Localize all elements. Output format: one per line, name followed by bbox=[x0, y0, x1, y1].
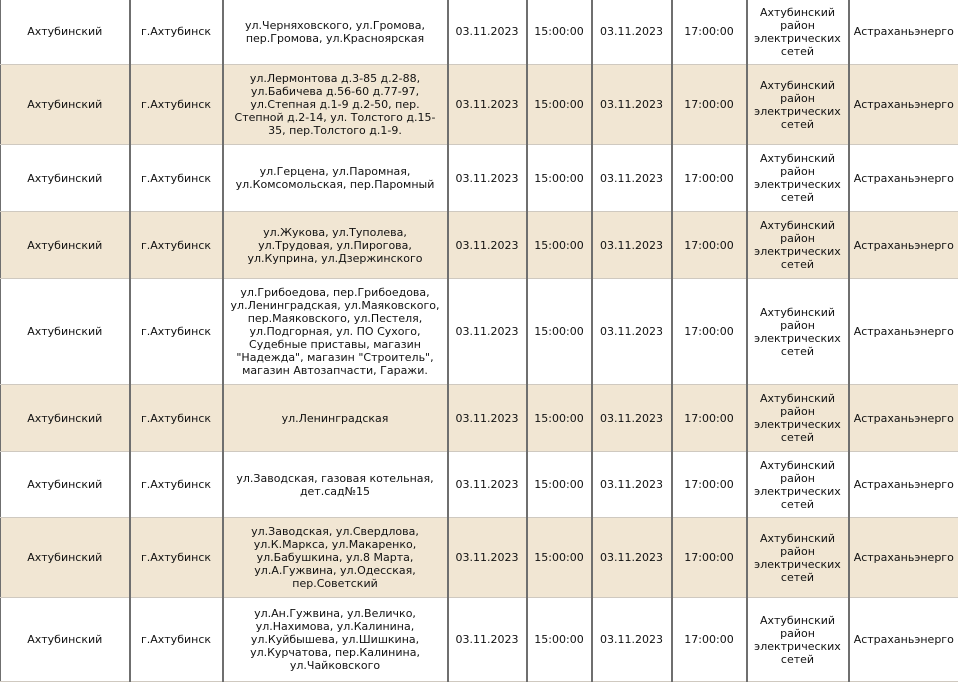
district-cell: Ахтубинский bbox=[1, 145, 130, 212]
start-time-cell: 15:00:00 bbox=[527, 598, 592, 682]
addresses-cell: ул.Черняховского, ул.Громова, пер.Громова, ул.Красноярская bbox=[223, 0, 448, 65]
district-cell: Ахтубинский bbox=[1, 385, 130, 452]
table-row bbox=[1, 279, 958, 385]
district-cell: Ахтубинский bbox=[1, 598, 130, 682]
end-time-cell: 17:00:00 bbox=[672, 385, 747, 452]
addresses-cell: ул.Ленинградская bbox=[223, 385, 448, 452]
settlement-cell: г.Ахтубинск bbox=[130, 598, 223, 682]
end-time-cell: 17:00:00 bbox=[672, 452, 747, 518]
settlement-cell: г.Ахтубинск bbox=[130, 0, 223, 65]
settlement-cell: г.Ахтубинск bbox=[130, 279, 223, 385]
addresses-cell: ул.Заводская, ул.Свердлова, ул.К.Маркса, ул.Макаренко, ул.Бабушкина, ул.8 Марта, ул.А.Гужвина, ул.Одесская, пер.Советский bbox=[223, 518, 448, 598]
unit-cell: Ахтубинский район электрических сетей bbox=[747, 145, 849, 212]
district-cell: Ахтубинский bbox=[1, 518, 130, 598]
district-cell: Ахтубинский bbox=[1, 279, 130, 385]
end-date-cell: 03.11.2023 bbox=[592, 598, 672, 682]
start-date-cell: 03.11.2023 bbox=[448, 598, 527, 682]
end-date-cell: 03.11.2023 bbox=[592, 0, 672, 65]
settlement-cell: г.Ахтубинск bbox=[130, 518, 223, 598]
table-row bbox=[1, 212, 958, 279]
settlement-cell: г.Ахтубинск bbox=[130, 145, 223, 212]
end-time-cell: 17:00:00 bbox=[672, 598, 747, 682]
end-date-cell: 03.11.2023 bbox=[592, 452, 672, 518]
start-date-cell: 03.11.2023 bbox=[448, 145, 527, 212]
start-date-cell: 03.11.2023 bbox=[448, 279, 527, 385]
end-date-cell: 03.11.2023 bbox=[592, 385, 672, 452]
company-cell: Астраханьэнерго bbox=[849, 385, 958, 452]
table-row bbox=[1, 518, 958, 598]
district-cell: Ахтубинский bbox=[1, 65, 130, 145]
end-date-cell: 03.11.2023 bbox=[592, 65, 672, 145]
unit-cell: Ахтубинский район электрических сетей bbox=[747, 518, 849, 598]
start-time-cell: 15:00:00 bbox=[527, 0, 592, 65]
end-time-cell: 17:00:00 bbox=[672, 0, 747, 65]
addresses-cell: ул.Лермонтова д.3-85 д.2-88, ул.Бабичева д.56-60 д.77-97, ул.Степная д.1-9 д.2-50, пер. Степной д.2-14, ул. Толстого д.15-35, пер.Толстого д.1-9. bbox=[223, 65, 448, 145]
start-date-cell: 03.11.2023 bbox=[448, 518, 527, 598]
table-row bbox=[1, 385, 958, 452]
end-time-cell: 17:00:00 bbox=[672, 145, 747, 212]
settlement-cell: г.Ахтубинск bbox=[130, 65, 223, 145]
table-row bbox=[1, 452, 958, 518]
end-date-cell: 03.11.2023 bbox=[592, 212, 672, 279]
district-cell: Ахтубинский bbox=[1, 212, 130, 279]
end-date-cell: 03.11.2023 bbox=[592, 518, 672, 598]
start-time-cell: 15:00:00 bbox=[527, 145, 592, 212]
company-cell: Астраханьэнерго bbox=[849, 518, 958, 598]
district-cell: Ахтубинский bbox=[1, 452, 130, 518]
settlement-cell: г.Ахтубинск bbox=[130, 385, 223, 452]
district-cell: Ахтубинский bbox=[1, 0, 130, 65]
company-cell: Астраханьэнерго bbox=[849, 145, 958, 212]
unit-cell: Ахтубинский район электрических сетей bbox=[747, 385, 849, 452]
end-time-cell: 17:00:00 bbox=[672, 279, 747, 385]
start-time-cell: 15:00:00 bbox=[527, 452, 592, 518]
table-row bbox=[1, 0, 958, 65]
start-time-cell: 15:00:00 bbox=[527, 279, 592, 385]
end-date-cell: 03.11.2023 bbox=[592, 279, 672, 385]
start-time-cell: 15:00:00 bbox=[527, 385, 592, 452]
addresses-cell: ул.Герцена, ул.Паромная, ул.Комсомольская, пер.Паромный bbox=[223, 145, 448, 212]
end-time-cell: 17:00:00 bbox=[672, 518, 747, 598]
unit-cell: Ахтубинский район электрических сетей bbox=[747, 452, 849, 518]
addresses-cell: ул.Заводская, газовая котельная, дет.сад№15 bbox=[223, 452, 448, 518]
company-cell: Астраханьэнерго bbox=[849, 279, 958, 385]
company-cell: Астраханьэнерго bbox=[849, 212, 958, 279]
end-time-cell: 17:00:00 bbox=[672, 212, 747, 279]
unit-cell: Ахтубинский район электрических сетей bbox=[747, 0, 849, 65]
unit-cell: Ахтубинский район электрических сетей bbox=[747, 65, 849, 145]
addresses-cell: ул.Жукова, ул.Туполева, ул.Трудовая, ул.Пирогова, ул.Куприна, ул.Дзержинского bbox=[223, 212, 448, 279]
settlement-cell: г.Ахтубинск bbox=[130, 452, 223, 518]
company-cell: Астраханьэнерго bbox=[849, 452, 958, 518]
company-cell: Астраханьэнерго bbox=[849, 65, 958, 145]
addresses-cell: ул.Ан.Гужвина, ул.Величко, ул.Нахимова, ул.Калинина, ул.Куйбышева, ул.Шишкина, ул.Курчатова, пер.Калинина, ул.Чайковского bbox=[223, 598, 448, 682]
end-date-cell: 03.11.2023 bbox=[592, 145, 672, 212]
unit-cell: Ахтубинский район электрических сетей bbox=[747, 279, 849, 385]
start-date-cell: 03.11.2023 bbox=[448, 385, 527, 452]
end-time-cell: 17:00:00 bbox=[672, 65, 747, 145]
start-date-cell: 03.11.2023 bbox=[448, 65, 527, 145]
settlement-cell: г.Ахтубинск bbox=[130, 212, 223, 279]
company-cell: Астраханьэнерго bbox=[849, 598, 958, 682]
start-time-cell: 15:00:00 bbox=[527, 212, 592, 279]
company-cell: Астраханьэнерго bbox=[849, 0, 958, 65]
addresses-cell: ул.Грибоедова, пер.Грибоедова, ул.Ленинградская, ул.Маяковского, пер.Маяковского, ул.Пестеля, ул.Подгорная, ул. ПО Сухого, Судебные приставы, магазин "Надежда", магазин "Строитель", магазин Автозапчасти, Гаражи. bbox=[223, 279, 448, 385]
unit-cell: Ахтубинский район электрических сетей bbox=[747, 212, 849, 279]
start-time-cell: 15:00:00 bbox=[527, 65, 592, 145]
start-date-cell: 03.11.2023 bbox=[448, 452, 527, 518]
table-row bbox=[1, 65, 958, 145]
start-date-cell: 03.11.2023 bbox=[448, 0, 527, 65]
start-date-cell: 03.11.2023 bbox=[448, 212, 527, 279]
table-row bbox=[1, 145, 958, 212]
table-row bbox=[1, 598, 958, 682]
unit-cell: Ахтубинский район электрических сетей bbox=[747, 598, 849, 682]
start-time-cell: 15:00:00 bbox=[527, 518, 592, 598]
